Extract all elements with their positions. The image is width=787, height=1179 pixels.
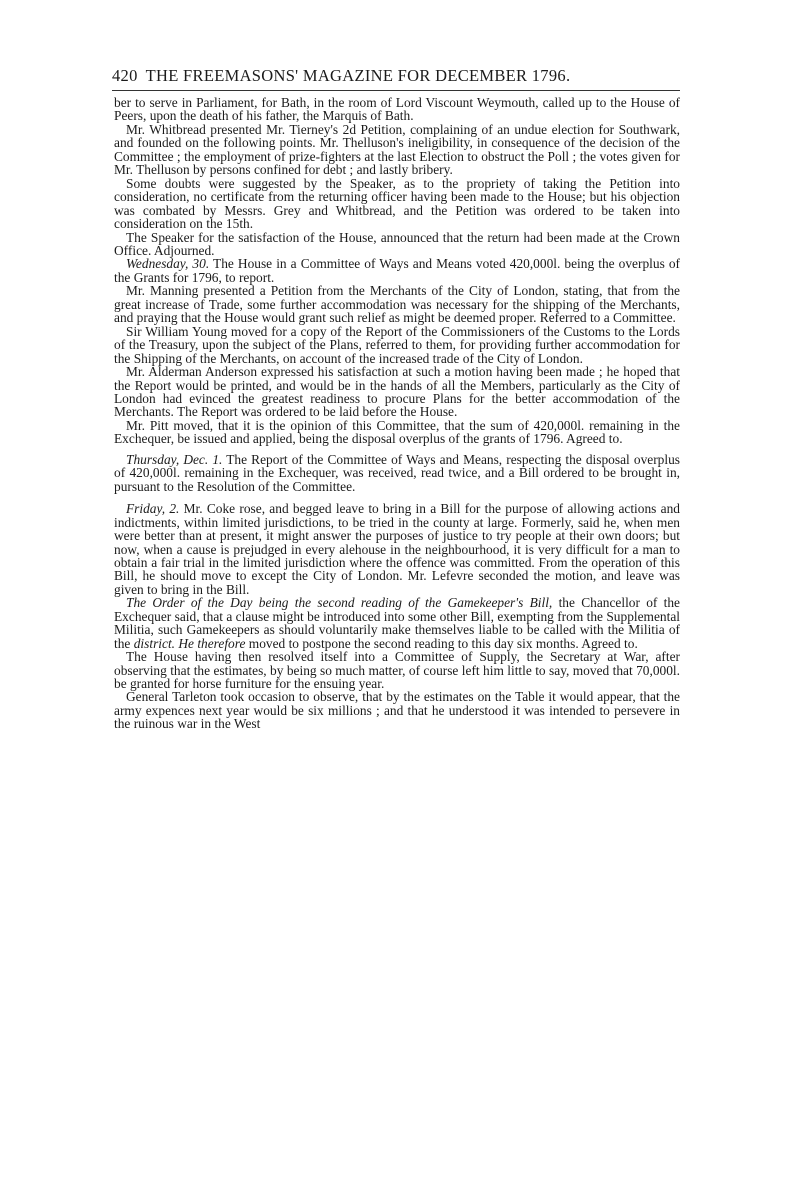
paragraph: The Order of the Day being the second reading of the Gamekeeper's Bill, the Chancellor of the Exchequer said, that a clause might be introduced into some other Bill, exempting from the Supplemental Militia, such Gamekeepers as should voluntarily make themselves liable to be called with the Militia of the district. He therefore moved to postpone the second reading to this day six months. Agreed to.: [114, 595, 680, 651]
running-title: THE FREEMASONS' MAGAZINE FOR DECEMBER 1796.: [145, 66, 571, 85]
paragraph: Some doubts were suggested by the Speaker, as to the propriety of taking the Petition into consideration, no certificate from the returning officer having been made to the House; but his objection was combated by Messrs. Grey and Whitbread, and the Petition was ordered to be taken into consideration on the 15th.: [114, 175, 680, 232]
paragraph: Thursday, Dec. 1. The Report of the Committee of Ways and Means, respecting the disposal overplus of 420,000l. remaining in the Exchequer, was received, read twice, and a Bill ordered to be brought in, pursuant to the Resolution of the Committee.: [114, 451, 680, 494]
date-label: Wednesday, 30.: [126, 256, 210, 272]
paragraph: Friday, 2. Mr. Coke rose, and begged leave to bring in a Bill for the purpose of allowing actions and indictments, within limited jurisdictions, to be tried in the county at large. Formerly, said he, when men were better than at present, it might answer the purposes of justice to try people at their own doors; but now, when a cause is prejudged in every alehouse in the neighbourhood, it is very difficult for a man to obtain a fair trial in the limited jurisdiction where the offence was committed. From the operation of this Bill, he should move to except the City of London. Mr. Lefevre seconded the motion, and leave was given to bring in the Bill.: [114, 501, 680, 597]
paragraph: The Speaker for the satisfaction of the House, announced that the return had been made at the Crown Office. Adjourned.: [114, 229, 680, 258]
running-header: [112, 66, 684, 86]
paragraph: Mr. Alderman Anderson expressed his satisfaction at such a motion having been made ; he hoped that the Report would be printed, and would be in the hands of all the Members, particularly as the City of London had evinced the greatest readiness to procure Plans for the better accommodation of the Merchants. The Report was ordered to be laid before the House.: [114, 364, 680, 420]
date-label: Friday, 2.: [126, 501, 180, 517]
paragraph: ber to serve in Parliament, for Bath, in the room of Lord Viscount Weymouth, called up to the House of Peers, upon the death of his father, the Marquis of Bath.: [114, 95, 680, 124]
paragraph: Mr. Pitt moved, that it is the opinion of this Committee, that the sum of 420,000l. remaining in the Exchequer, be issued and applied, being the disposal overplus of the grants of 1796. Agreed to.: [114, 417, 680, 447]
paragraph: Mr. Whitbread presented Mr. Tierney's 2d Petition, complaining of an undue election for Southwark, and founded on the following points. Mr. Thelluson's ineligibility, in consequence of the decision of the Committee ; the employment of prize-fighters at the last Election to obstruct the Poll ; the votes given for Mr. Thelluson by persons confined for debt ; and lastly bribery.: [114, 121, 680, 178]
paragraph: Wednesday, 30. The House in a Committee of Ways and Means voted 420,000l. being the overplus of the Grants for 1796, to report.: [114, 256, 681, 285]
header-rule: [112, 90, 680, 91]
paragraph: The House having then resolved itself into a Committee of Supply, the Secretary at War, after observing that the estimates, by being so much matter, of course left him little to say, moved that 70,000l. be granted for horse furniture for the ensuing year.: [114, 649, 680, 692]
date-label: Thursday, Dec. 1.: [126, 451, 223, 467]
page-number: 420: [112, 66, 138, 85]
paragraph: General Tarleton took occasion to observe, that by the estimates on the Table it would appear, that the army expences next year would be six millions ; and that he understood it was intended to persevere in the ruinous war in the West: [114, 689, 680, 732]
article-body: [114, 96, 680, 731]
paragraph: Mr. Manning presented a Petition from the Merchants of the City of London, stating, that from the great increase of Trade, some further accommodation was necessary for the shipping of the Merchants, and praying that the House would grant such relief as might be deemed proper. Referred to a Committee.: [114, 283, 680, 326]
paragraph: Sir William Young moved for a copy of the Report of the Commissioners of the Customs to the Lords of the Treasury, upon the subject of the Plans, referred to them, for providing further accommodation for the Shipping of the Merchants, on account of the increased trade of the City of London.: [114, 323, 680, 366]
